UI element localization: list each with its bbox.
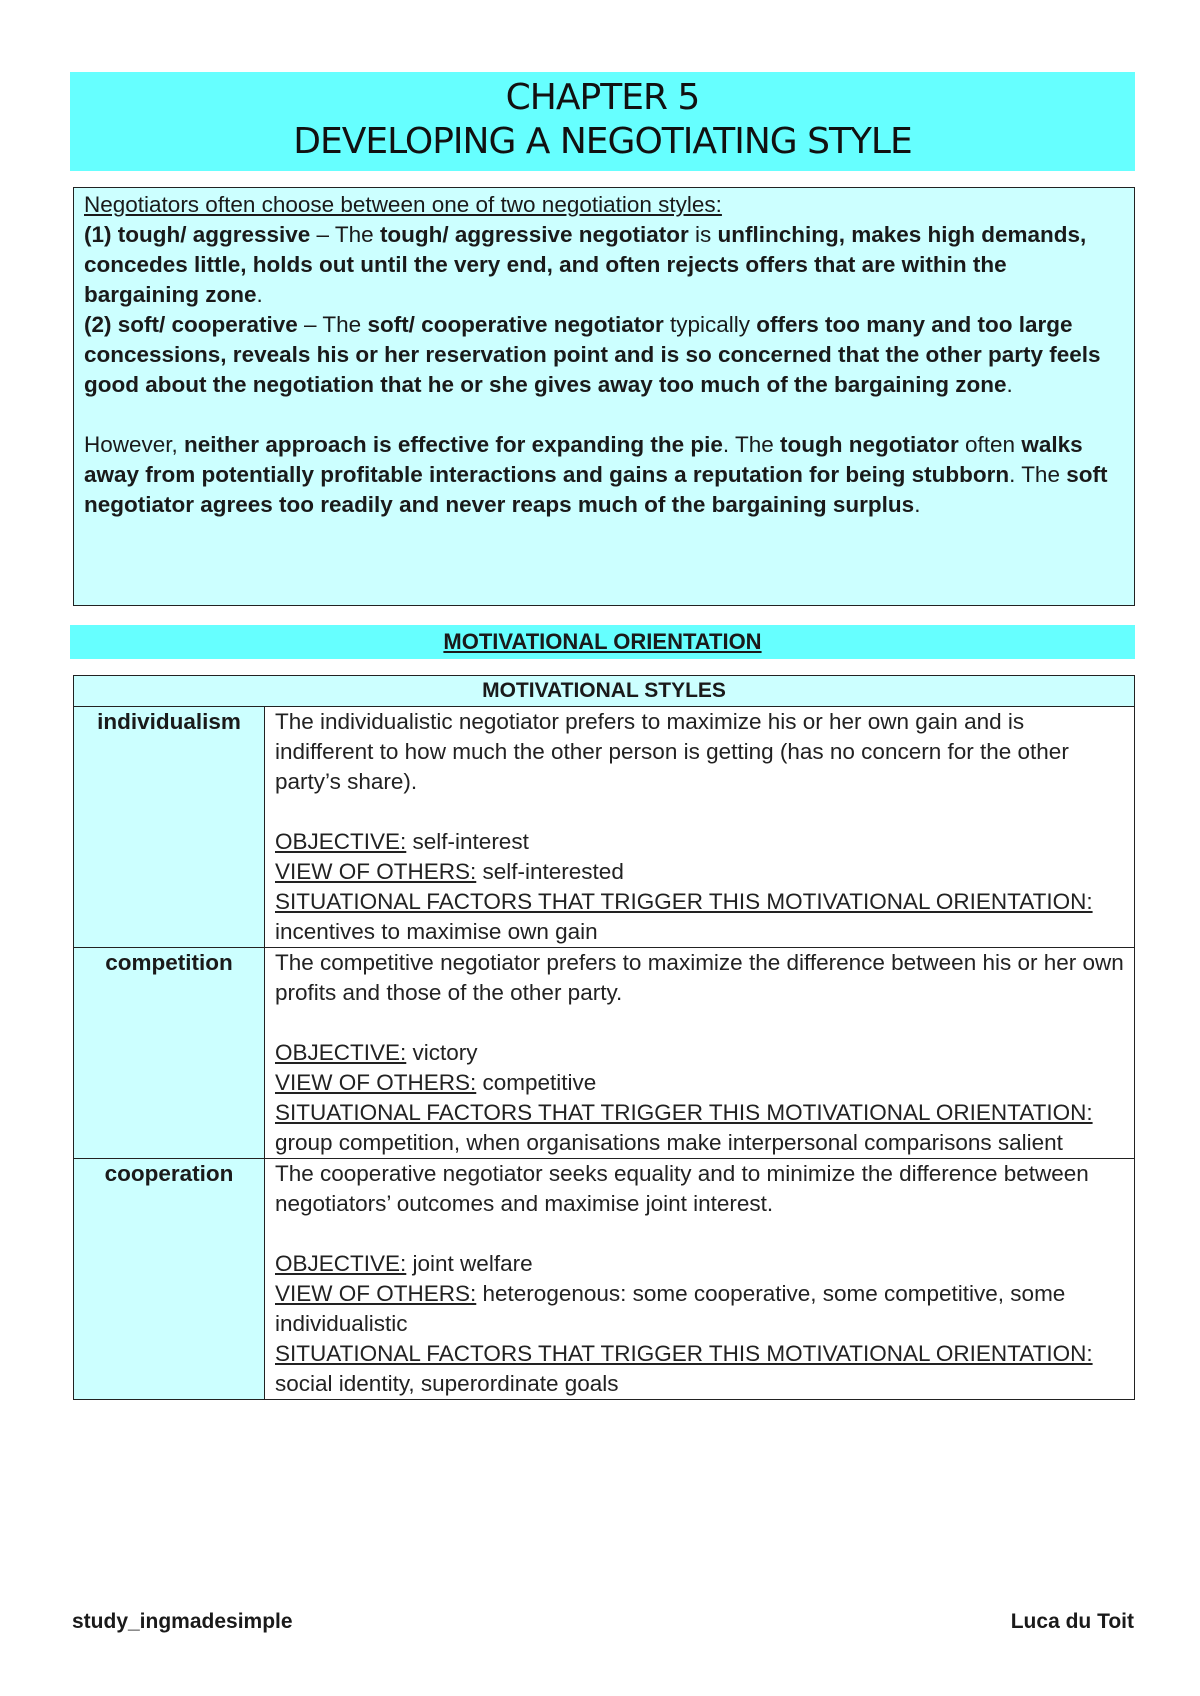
style-soft-dash: – The bbox=[297, 312, 368, 337]
factors-line bbox=[275, 1339, 1124, 1369]
objective-line bbox=[275, 1249, 1124, 1279]
factors-value: group competition, when organisations make interpersonal comparisons salient bbox=[275, 1130, 1063, 1155]
motivational-styles-table bbox=[73, 675, 1135, 1400]
style-description: The cooperative negotiator seeks equality and to minimize the difference between negotiators’ outcomes and maximise joint interest. bbox=[275, 1161, 1089, 1216]
conclusion-the1: . The bbox=[722, 432, 781, 457]
objective-value: self-interest bbox=[406, 829, 529, 854]
chapter-number: CHAPTER 5 bbox=[505, 77, 700, 118]
objective-line bbox=[275, 827, 1124, 857]
style-details bbox=[265, 707, 1135, 948]
conclusion-end: . bbox=[914, 492, 921, 517]
objective-label: OBJECTIVE: bbox=[275, 1040, 407, 1065]
spacer bbox=[275, 797, 1124, 827]
style-tough-text: unflinching, makes high demands, concedes little, holds out until the very end, and often rejects offers that are within the bargaining zone bbox=[84, 222, 1087, 307]
section-title: MOTIVATIONAL ORIENTATION bbox=[70, 625, 1135, 659]
conclusion-paragraph bbox=[84, 430, 1124, 520]
objective-value: joint welfare bbox=[406, 1251, 533, 1276]
factors-label: SITUATIONAL FACTORS THAT TRIGGER THIS MOTIVATIONAL ORIENTATION: bbox=[275, 1341, 1093, 1366]
style-name: individualism bbox=[74, 707, 265, 948]
factors-value: social identity, superordinate goals bbox=[275, 1371, 619, 1396]
view-label: VIEW OF OTHERS: bbox=[275, 1281, 477, 1306]
style-tough-is: is bbox=[688, 222, 718, 247]
factors-line bbox=[275, 1098, 1124, 1128]
style-details bbox=[265, 1159, 1135, 1400]
style-description: The competitive negotiator prefers to maximize the difference between his or her own profits and those of the other party. bbox=[275, 950, 1124, 1005]
style-description: The individualistic negotiator prefers to maximize his or her own gain and is indifferent to how much the other person is getting (has no concern for the other party’s share). bbox=[275, 709, 1069, 794]
style-tough-dash: – The bbox=[310, 222, 380, 247]
factors-value: incentives to maximise own gain bbox=[275, 919, 598, 944]
style-tough-label: (1) tough/ aggressive bbox=[84, 222, 311, 247]
style-tough-end: . bbox=[256, 282, 263, 307]
objective-label: OBJECTIVE: bbox=[275, 829, 407, 854]
view-value: competitive bbox=[476, 1070, 597, 1095]
conclusion-soft: soft negotiator agrees too readily and never reaps much of the bargaining surplus bbox=[84, 462, 1108, 517]
conclusion-often: often bbox=[958, 432, 1022, 457]
style-soft-end: . bbox=[1006, 372, 1013, 397]
style-tough-paragraph bbox=[84, 220, 1124, 310]
style-soft-typically: typically bbox=[663, 312, 757, 337]
negotiation-styles-intro bbox=[73, 187, 1135, 606]
table-header: MOTIVATIONAL STYLES bbox=[74, 676, 1135, 707]
conclusion-the2: . The bbox=[1009, 462, 1067, 487]
style-soft-label: (2) soft/ cooperative bbox=[84, 312, 298, 337]
objective-label: OBJECTIVE: bbox=[275, 1251, 407, 1276]
factors-line bbox=[275, 887, 1124, 917]
style-name: competition bbox=[74, 948, 265, 1159]
factors-label: SITUATIONAL FACTORS THAT TRIGGER THIS MOTIVATIONAL ORIENTATION: bbox=[275, 1100, 1093, 1125]
style-soft-paragraph bbox=[84, 310, 1124, 400]
intro-lead bbox=[84, 190, 1124, 220]
view-label: VIEW OF OTHERS: bbox=[275, 1070, 477, 1095]
style-tough-term: tough/ aggressive negotiator bbox=[379, 222, 689, 247]
conclusion-however: However, bbox=[84, 432, 185, 457]
view-line bbox=[275, 1279, 1124, 1339]
view-value: self-interested bbox=[476, 859, 624, 884]
style-details bbox=[265, 948, 1135, 1159]
view-label: VIEW OF OTHERS: bbox=[275, 859, 477, 884]
conclusion-tough: tough negotiator bbox=[780, 432, 959, 457]
table-header-row bbox=[74, 676, 1135, 707]
paragraph-gap bbox=[84, 400, 1124, 430]
conclusion-walks: walks away from potentially profitable interactions and gains a reputation for being stubborn bbox=[84, 432, 1083, 487]
chapter-title: DEVELOPING A NEGOTIATING STYLE bbox=[293, 121, 912, 162]
factors-label: SITUATIONAL FACTORS THAT TRIGGER THIS MOTIVATIONAL ORIENTATION: bbox=[275, 889, 1093, 914]
view-line bbox=[275, 1068, 1124, 1098]
footer-author: Luca du Toit bbox=[1010, 1610, 1134, 1633]
table-row bbox=[74, 948, 1135, 1159]
view-value: heterogenous: some cooperative, some competitive, some individualistic bbox=[275, 1281, 1066, 1336]
objective-line bbox=[275, 1038, 1124, 1068]
chapter-title-banner bbox=[70, 72, 1135, 171]
style-soft-term: soft/ cooperative negotiator bbox=[367, 312, 664, 337]
style-name: cooperation bbox=[74, 1159, 265, 1400]
view-line bbox=[275, 857, 1124, 887]
footer-brand: study_ingmadesimple bbox=[72, 1610, 293, 1633]
table-row bbox=[74, 707, 1135, 948]
style-soft-text: offers too many and too large concessions, reveals his or her reservation point and is so concerned that the other party feels good about the negotiation that he or she gives away too much of the bargaining zone bbox=[84, 312, 1101, 397]
table-row bbox=[74, 1159, 1135, 1400]
conclusion-neither: neither approach is effective for expanding the pie bbox=[184, 432, 723, 457]
spacer bbox=[275, 1008, 1124, 1038]
spacer bbox=[275, 1219, 1124, 1249]
intro-lead-text: Negotiators often choose between one of two negotiation styles: bbox=[84, 192, 722, 217]
objective-value: victory bbox=[406, 1040, 478, 1065]
